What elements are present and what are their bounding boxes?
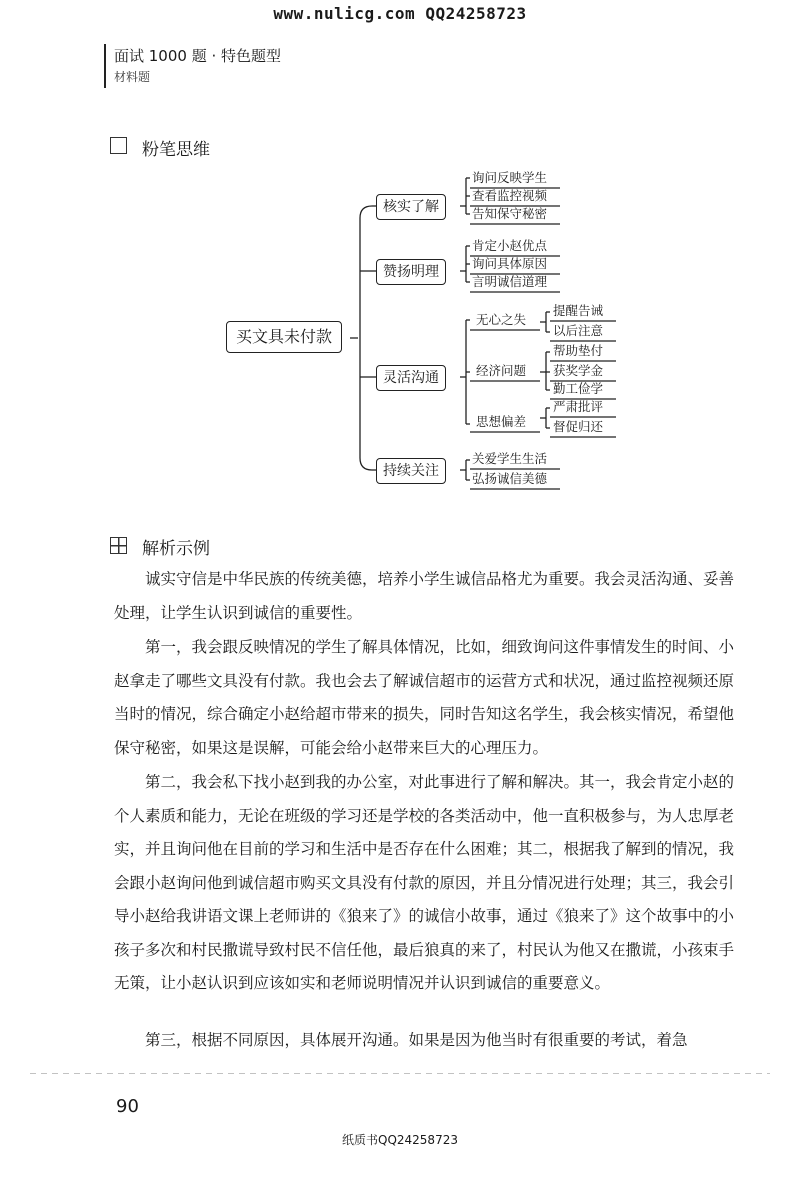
- section-title-thinking: 粉笔思维: [142, 140, 210, 160]
- leaf-text: 告知保守秘密: [472, 206, 548, 221]
- branch-follow-up: 持续关注: [376, 458, 446, 484]
- leaf-text: 以后注意: [553, 323, 604, 338]
- leaf-text: 严肃批评: [553, 399, 604, 414]
- chapter-subtitle: 材料题: [114, 70, 151, 84]
- page-number: 90: [116, 1096, 139, 1117]
- leaf-text: 获奖学金: [553, 363, 604, 378]
- leaf-text: 言明诚信道理: [472, 274, 548, 289]
- paragraph: 第二，我会私下找小赵到我的办公室，对此事进行了解和解决。其一，我会肯定小赵的个人素质和能力，无论在班级的学习还是学校的各类活动中，他一直积极参与，为人忠厚老实，并且询问他在目前的学习和生活中是否存在什么困难；其二，根据我了解到的情况，我会跟小赵询问他到诚信超市购买文具没有付款的原因，并且分情况进行处理；其三，我会引导小赵给我讲语文课上老师讲的《狼来了》的诚信小故事，通过《狼来了》这个故事中的小孩子多次和村民撒谎导致村民不信任他，最后狼真的来了，村民认为他又在撒谎，小孩束手无策，让小赵认识到应该如实和老师说明情况并认识到诚信的重要意义。: [114, 773, 735, 992]
- book-title: 面试 1000 题 · 特色题型: [114, 47, 282, 65]
- leaf-text: 帮助垫付: [553, 343, 604, 358]
- leaf-text: 提醒告诫: [553, 303, 604, 318]
- sub-branch-label: 思想偏差: [476, 414, 527, 429]
- leaf-text: 询问具体原因: [472, 256, 548, 271]
- branch-verify: 核实了解: [376, 194, 446, 220]
- paragraph: 第三，根据不同原因，具体展开沟通。如果是因为他当时有很重要的考试，着急: [145, 1031, 688, 1049]
- top-watermark: www.nulicg.com QQ24258723: [273, 4, 527, 23]
- leaf-text: 查看监控视频: [472, 188, 548, 203]
- bottom-watermark: 纸质书QQ24258723: [342, 1133, 458, 1147]
- leaf-text: 督促归还: [553, 419, 604, 434]
- leaf-text: 肯定小赵优点: [472, 238, 548, 253]
- leaf-text: 勤工俭学: [553, 381, 604, 396]
- branch-praise: 赞扬明理: [376, 259, 446, 285]
- grid-icon: [110, 537, 127, 554]
- leaf-text: 弘扬诚信美德: [472, 471, 548, 486]
- section-title-analysis: 解析示例: [142, 539, 210, 559]
- paragraph: 第一，我会跟反映情况的学生了解具体情况，比如，细致询问这件事情发生的时间、小赵拿走了哪些文具没有付款。我也会去了解诚信超市的运营方式和状况，通过监控视频还原当时的情况，综合确定小赵给超市带来的损失，同时告知这名学生，我会核实情况，希望他保守秘密，如果这是误解，可能会给小赵带来巨大的心理压力。: [114, 638, 735, 757]
- sub-branch-label: 经济问题: [476, 363, 527, 378]
- paragraph: 诚实守信是中华民族的传统美德，培养小学生诚信品格尤为重要。我会灵活沟通、妥善处理，让学生认识到诚信的重要性。: [114, 570, 735, 622]
- leaf-text: 关爱学生生活: [472, 451, 548, 466]
- sub-branch-label: 无心之失: [476, 312, 527, 327]
- branch-communicate: 灵活沟通: [376, 365, 446, 391]
- mindmap-root: 买文具未付款: [226, 321, 342, 353]
- leaf-text: 询问反映学生: [472, 170, 548, 185]
- scan-artifact-line: [30, 1073, 770, 1074]
